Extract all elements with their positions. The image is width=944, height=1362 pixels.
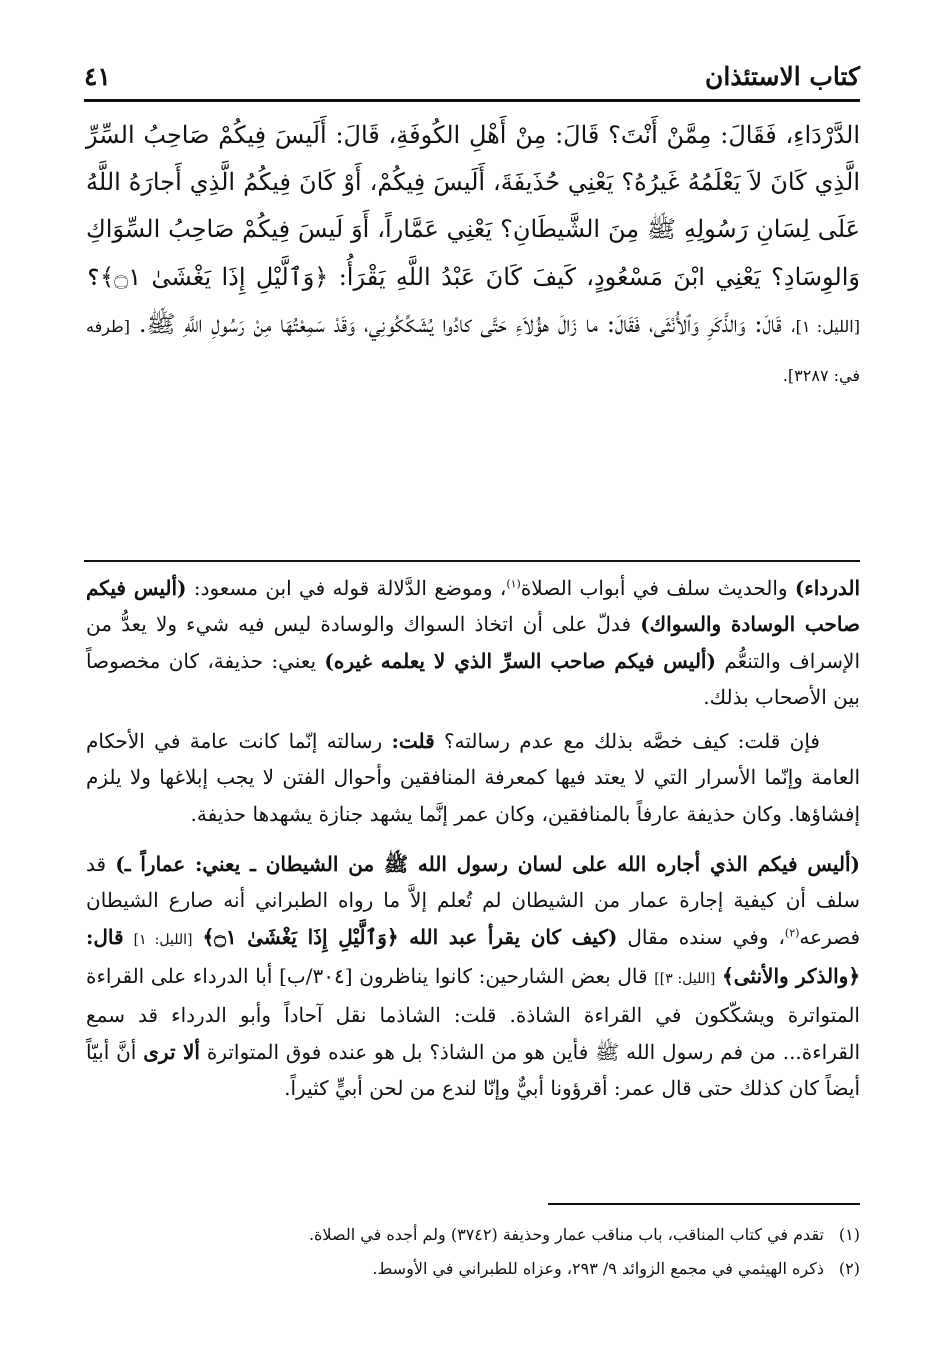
commentary-text: والحديث سلف في أبواب الصلاة [520,576,788,600]
running-header [84,56,860,96]
book-title: كتاب الاستئذان [705,61,860,91]
footnote-text: ذكره الهيثمي في مجمع الزوائد ٩/ ٢٩٣، وعزاه للطبراني في الأوسط. [372,1259,824,1278]
commentary-text: فإن قلت: كيف خصَّه بذلك مع عدم رسالته؟ [443,729,820,754]
bold-lemma: ألا ترى [143,1039,200,1064]
hadith-text-continued: قَالَ: وَالذَّكَرِ وَٱلأُنْثَى، فَقَالَ: ما زَالَ هؤُلاَءِ حَتَّى كادُوا يُشَكِّكُونِي، وَقَدْ سَمِعْتُهَا مِنْ رَسُولِ اللَّهِ ﷺ. [138,309,782,338]
bold-lemma: (أليس فيكم صاحب السرِّ الذي لا يعلمه غيره) [324,648,716,673]
commentary-text: يعني: حذيفة، كان مخصوصاً بين الأصحاب بذلك. [86,648,860,709]
quran-reference: [الليل: ١] [133,931,193,948]
quran-reference: [الليل: ٣]] [654,970,716,987]
bold-lemma: (كيف كان يقرأ عبد الله ﴿وَٱلَّيْلِ إِذَا يَغْشَىٰ ۝١﴾ [202,924,618,949]
commentary-text: قد سلف أن كيفية إجارة عمار من الشيطان لم تُعلم إلاَّ ما رواه الطبراني أنه صارع الشيطان فصرعه [86,852,861,949]
commentary-text: قال بعض الشارحين: كانوا يناظرون [٣٠٤/ب] أبا الدرداء على القراءة المتواترة ويشكّكون في القراءة الشاذة. قلت: الشاذما نقل آحاداً وأبو الدرداء قد سمع القراءة... من فم رسول الله ﷺ فأين هو من الشاذ؟ بل هو عنده فوق المتواترة [86,963,861,1064]
quran-reference: [الليل: ١]، [790,316,860,336]
footnote-divider [548,1203,860,1205]
commentary-text: رسالته إنّما كانت عامة في الأحكام العامة وإنّما الأسرار التي لا يعتد فيها كمعرفة المنافقين وأحوال الفتن لا يجب إبلاغها ولا يلزم إفشاؤها. وكان حذيفة عارفاً بالمنافقين، وكان عمر إنَّما يشهد جنازة يشهدها حذيفة. [86,729,860,826]
cross-reference: [طرفه في: ٣٢٨٧]. [86,316,860,386]
hadith-text-block [86,112,860,399]
commentary-text: ، وموضع الدَّلالة قوله في ابن مسعود: [193,576,507,600]
footnote-marker: (٢) [784,926,800,940]
footnote-text: تقدم في كتاب المناقب، باب مناقب عمار وحذيفة (٣٧٤٢) ولم أجده في الصلاة. [308,1225,824,1244]
bold-lemma: (أليس فيكم صاحب الوسادة والسواك) [86,576,860,637]
commentary-text: أنَّ أبيّاً أيضاً كان كذلك حتى قال عمر: أقرؤونا أبيٌّ وإنّا لندع من لحن أبيٍّ كثيراً. [86,1039,860,1100]
commentary-paragraph [86,846,860,1106]
hadith-text: الدَّرْدَاءِ، فَقَالَ: مِمَّنْ أَنْتَ؟ قَالَ: مِنْ أَهْلِ الكُوفَةِ، قَالَ: أَلَيسَ فِيكُمْ صَاحِبُ السِّرِّ الَّذِي كَانَ لاَ يَعْلَمُهُ غَيرُهُ؟ يَعْنِي حُذَيفَةَ، أَلَيسَ فِيكُمْ، أَوْ كَانَ فِيكُمُ الَّذِي أَجارَهُ اللَّهُ عَلَى لِسَانِ رَسُولِهِ ﷺ مِنَ الشَّيطَانِ؟ يَعْنِي عَمَّاراً، أَوَ لَيسَ فِيكُمْ صَاحِبُ السِّوَاكِ وَالوِسَادِ؟ يَعْنِي ابْنَ مَسْعُودٍ، كَيفَ كَانَ عَبْدُ اللَّهِ يَقْرَأُ: ﴿وَٱلَّيْلِ إِذَا يَغْشَىٰ ۝١﴾؟ [86,121,860,291]
bold-lemma: قلت: [391,729,435,754]
commentary-text: ، وفي سنده مقال [627,924,785,949]
footnote [86,1252,860,1286]
commentary-text: فدلّ على أن اتخاذ السواك والوسادة ليس فيه شيء ولا يعدُّ من الإسراف والتنعُّم [86,612,861,673]
bold-lemma: (أليس فيكم الذي أجاره الله على لسان رسول الله ﷺ من الشيطان ـ يعني: عماراً ـ) [115,852,860,877]
footnote-marker: (١) [506,577,521,591]
page-number: ٤١ [84,61,111,91]
bold-lemma: قال: ﴿والذكر والأنثى﴾ [86,924,861,988]
commentary-paragraph [86,723,860,832]
footnote-number: (٢) [838,1259,860,1278]
commentary-paragraph [86,570,860,715]
hadith-paragraph [86,112,860,399]
bold-lemma: الدرداء) [794,576,860,600]
header-rule [84,99,860,102]
footnotes [86,1218,860,1286]
commentary-block [86,570,860,1106]
commentary-divider [84,560,860,562]
footnote-number: (١) [838,1225,860,1244]
footnote [86,1218,860,1252]
